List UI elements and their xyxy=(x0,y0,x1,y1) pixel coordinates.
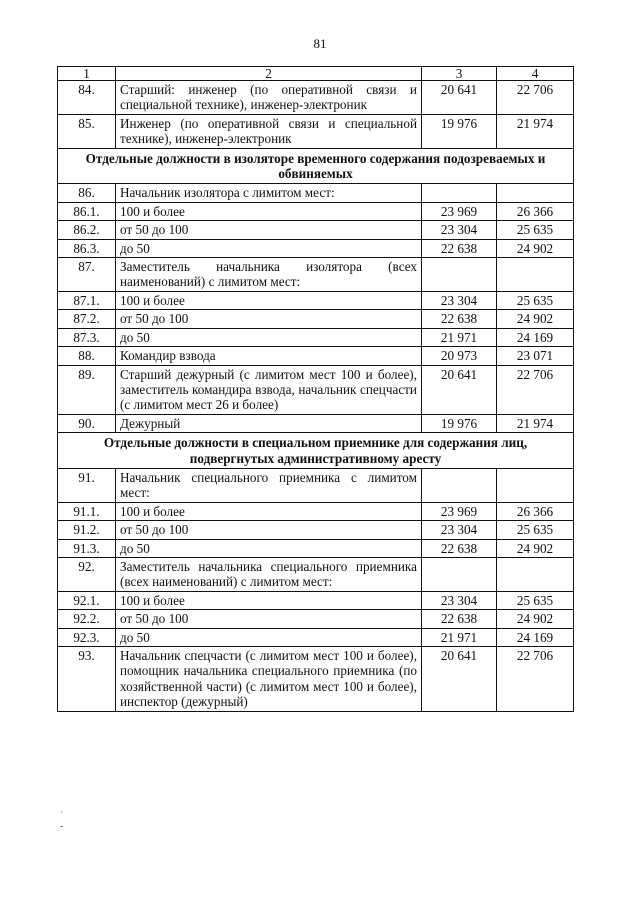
table-row xyxy=(58,502,574,520)
header-col-2: 2 xyxy=(116,67,422,81)
position-title: от 50 до 100 xyxy=(116,221,422,239)
table-row xyxy=(58,628,574,646)
row-number: 84. xyxy=(58,81,116,115)
salary-col-4: 22 706 xyxy=(497,365,574,414)
salary-col-4: 25 635 xyxy=(497,521,574,539)
row-number: 86.3. xyxy=(58,239,116,257)
row-number: 86. xyxy=(58,184,116,202)
table-row xyxy=(58,81,574,115)
page-number: 81 xyxy=(313,36,327,51)
position-title: Инженер (по оперативной связи и специальной технике), инженер-электроник xyxy=(116,114,422,148)
table-row xyxy=(58,591,574,609)
row-number: 91.3. xyxy=(58,539,116,557)
row-number: 87.1. xyxy=(58,291,116,309)
position-title: Старший дежурный (с лимитом мест 100 и более), заместитель командира взвода, начальник спецчасти (с лимитом мест 26 и более) xyxy=(116,365,422,414)
position-title: Начальник спецчасти (с лимитом мест 100 и более), помощник начальника специального приемника (по хозяйственной части) (с лимитом мест 100 и более), инспектор (дежурный) xyxy=(116,647,422,712)
salary-col-4: 24 902 xyxy=(497,239,574,257)
salary-col-4: 25 635 xyxy=(497,221,574,239)
row-number: 91.1. xyxy=(58,502,116,520)
row-number: 92.3. xyxy=(58,628,116,646)
table-row xyxy=(58,468,574,502)
salary-col-4: 24 902 xyxy=(497,310,574,328)
salary-col-4 xyxy=(497,557,574,591)
salary-col-3: 23 304 xyxy=(422,291,497,309)
position-title: 100 и более xyxy=(116,202,422,220)
salary-col-3: 22 638 xyxy=(422,610,497,628)
salary-col-4: 26 366 xyxy=(497,202,574,220)
salary-col-3 xyxy=(422,468,497,502)
position-title: Старший: инженер (по оперативной связи и специальной технике), инженер-электроник xyxy=(116,81,422,115)
salary-col-4: 23 071 xyxy=(497,347,574,365)
position-title: до 50 xyxy=(116,539,422,557)
section-header-row xyxy=(58,433,574,469)
row-number: 92.2. xyxy=(58,610,116,628)
row-number: 86.2. xyxy=(58,221,116,239)
salary-col-4: 22 706 xyxy=(497,647,574,712)
section-title: Отдельные должности в изоляторе временного содержания подозреваемых и обвиняемых xyxy=(58,148,574,184)
table-row xyxy=(58,539,574,557)
salary-col-3: 20 641 xyxy=(422,365,497,414)
salary-col-4: 24 902 xyxy=(497,539,574,557)
salary-col-3: 22 638 xyxy=(422,310,497,328)
table-row xyxy=(58,202,574,220)
row-number: 87. xyxy=(58,258,116,292)
row-number: 88. xyxy=(58,347,116,365)
salary-col-4: 25 635 xyxy=(497,591,574,609)
salary-col-3: 23 304 xyxy=(422,521,497,539)
header-col-3: 3 xyxy=(422,67,497,81)
salary-col-3: 22 638 xyxy=(422,239,497,257)
row-number: 89. xyxy=(58,365,116,414)
row-number: 92.1. xyxy=(58,591,116,609)
salary-col-4: 21 974 xyxy=(497,114,574,148)
salary-col-3: 21 971 xyxy=(422,328,497,346)
section-header-row xyxy=(58,148,574,184)
row-number: 86.1. xyxy=(58,202,116,220)
table-row xyxy=(58,347,574,365)
table-body xyxy=(58,67,574,712)
salary-col-3 xyxy=(422,557,497,591)
table-header-row xyxy=(58,67,574,81)
salary-col-3 xyxy=(422,258,497,292)
table-row xyxy=(58,239,574,257)
salary-col-4: 24 169 xyxy=(497,328,574,346)
position-title: от 50 до 100 xyxy=(116,310,422,328)
row-number: 91. xyxy=(58,468,116,502)
salary-col-4: 26 366 xyxy=(497,502,574,520)
row-number: 87.2. xyxy=(58,310,116,328)
table-row xyxy=(58,184,574,202)
table-row xyxy=(58,610,574,628)
position-title: 100 и более xyxy=(116,591,422,609)
salary-col-4: 22 706 xyxy=(497,81,574,115)
table-row xyxy=(58,521,574,539)
position-title: Начальник специального приемника с лимитом мест: xyxy=(116,468,422,502)
row-number: 91.2. xyxy=(58,521,116,539)
position-title: Заместитель начальника изолятора (всех наименований) с лимитом мест: xyxy=(116,258,422,292)
salary-table xyxy=(57,66,574,712)
salary-col-4 xyxy=(497,468,574,502)
salary-col-3: 22 638 xyxy=(422,539,497,557)
row-number: 85. xyxy=(58,114,116,148)
section-title: Отдельные должности в специальном приемнике для содержания лиц, подвергнутых административному аресту xyxy=(58,433,574,469)
position-title: 100 и более xyxy=(116,502,422,520)
row-number: 87.3. xyxy=(58,328,116,346)
position-title: Командир взвода xyxy=(116,347,422,365)
position-title: от 50 до 100 xyxy=(116,521,422,539)
salary-col-3: 20 641 xyxy=(422,647,497,712)
row-number: 92. xyxy=(58,557,116,591)
scan-mark: - xyxy=(60,821,64,832)
salary-col-4 xyxy=(497,184,574,202)
position-title: Дежурный xyxy=(116,414,422,432)
salary-col-3: 19 976 xyxy=(422,114,497,148)
table-row xyxy=(58,647,574,712)
table-row xyxy=(58,557,574,591)
table-row xyxy=(58,291,574,309)
salary-col-4 xyxy=(497,258,574,292)
position-title: до 50 xyxy=(116,328,422,346)
salary-col-4: 25 635 xyxy=(497,291,574,309)
salary-col-4: 24 169 xyxy=(497,628,574,646)
salary-col-4: 24 902 xyxy=(497,610,574,628)
table-row xyxy=(58,114,574,148)
salary-col-3: 21 971 xyxy=(422,628,497,646)
salary-col-3: 20 973 xyxy=(422,347,497,365)
header-col-1: 1 xyxy=(58,67,116,81)
salary-col-4: 21 974 xyxy=(497,414,574,432)
header-col-4: 4 xyxy=(497,67,574,81)
salary-col-3: 19 976 xyxy=(422,414,497,432)
row-number: 93. xyxy=(58,647,116,712)
table-row xyxy=(58,310,574,328)
salary-col-3 xyxy=(422,184,497,202)
salary-col-3: 20 641 xyxy=(422,81,497,115)
salary-col-3: 23 969 xyxy=(422,202,497,220)
table-row xyxy=(58,221,574,239)
row-number: 90. xyxy=(58,414,116,432)
position-title: от 50 до 100 xyxy=(116,610,422,628)
salary-col-3: 23 969 xyxy=(422,502,497,520)
scan-mark: ` xyxy=(60,811,64,822)
table-row xyxy=(58,258,574,292)
position-title: до 50 xyxy=(116,628,422,646)
position-title: Начальник изолятора с лимитом мест: xyxy=(116,184,422,202)
position-title: Заместитель начальника специального приемника (всех наименований) с лимитом мест: xyxy=(116,557,422,591)
position-title: 100 и более xyxy=(116,291,422,309)
position-title: до 50 xyxy=(116,239,422,257)
table-row xyxy=(58,328,574,346)
salary-col-3: 23 304 xyxy=(422,221,497,239)
table-row xyxy=(58,365,574,414)
table-row xyxy=(58,414,574,432)
salary-col-3: 23 304 xyxy=(422,591,497,609)
